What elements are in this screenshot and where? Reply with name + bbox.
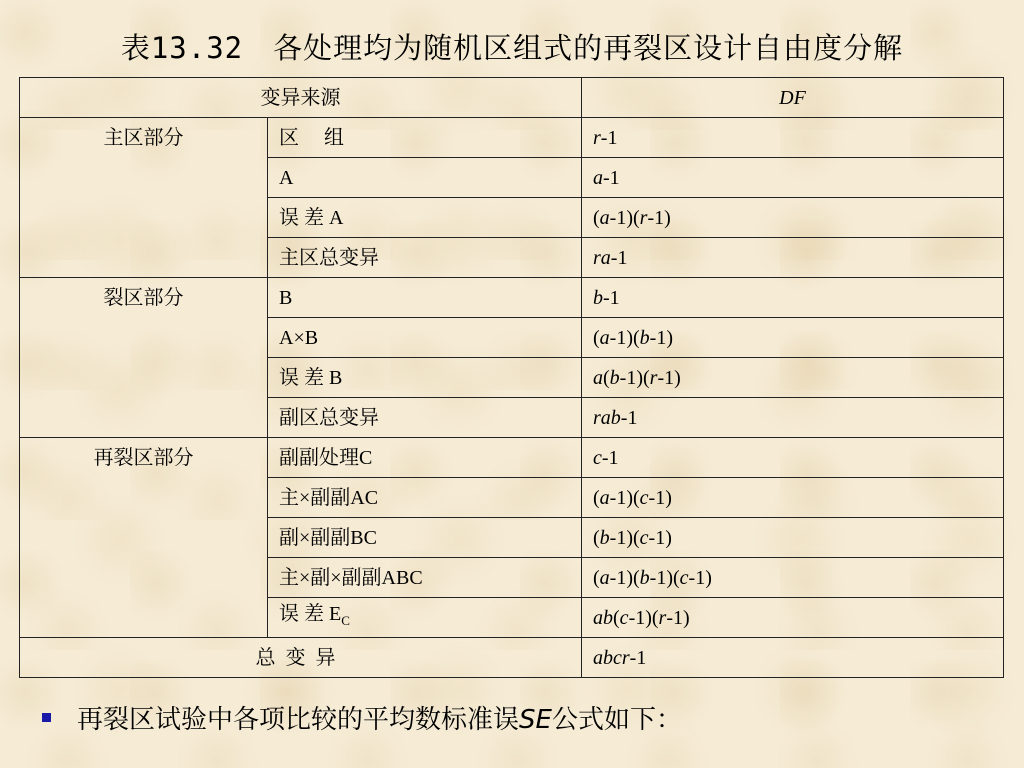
- table-row: [20, 398, 1004, 438]
- note-text-before: 再裂区试验中各项比较的平均数标准误: [77, 705, 520, 735]
- source-label: 误 差 E: [279, 603, 342, 625]
- note-text-se: SE: [519, 705, 552, 735]
- table-row: [20, 558, 1004, 598]
- df-variable: r: [658, 606, 667, 629]
- df-cell: (a-1)(c-1): [582, 478, 1004, 518]
- df-cell: ra-1: [582, 238, 1004, 278]
- df-cell: ab(c-1)(r-1): [582, 598, 1004, 638]
- section-cell: [20, 198, 268, 238]
- df-variable: b: [639, 326, 650, 349]
- table-row: [20, 518, 1004, 558]
- source-cell: 副副处理C: [268, 438, 582, 478]
- df-variable: r: [649, 366, 658, 389]
- df-cell: a(b-1)(r-1): [582, 358, 1004, 398]
- source-cell: 主×副×副副ABC: [268, 558, 582, 598]
- bullet-note: [42, 702, 682, 738]
- table-row: [20, 598, 1004, 638]
- total-df-cell: abcr-1: [582, 638, 1004, 678]
- section-cell: [20, 398, 268, 438]
- table-row: [20, 118, 1004, 158]
- df-variable: r: [593, 126, 601, 149]
- df-variable: a: [599, 566, 610, 589]
- table-row: [20, 318, 1004, 358]
- source-cell: 副×副副BC: [268, 518, 582, 558]
- df-variable: c: [639, 526, 649, 549]
- df-variable: ab: [593, 606, 613, 629]
- source-cell: 主区总变异: [268, 238, 582, 278]
- df-cell: (b-1)(c-1): [582, 518, 1004, 558]
- header-df: DF: [582, 78, 1004, 118]
- df-variable: ra: [593, 246, 611, 269]
- df-variable: b: [599, 526, 610, 549]
- df-variable: c: [639, 486, 649, 509]
- section-cell: [20, 518, 268, 558]
- df-variable: c: [679, 566, 689, 589]
- section-cell: [20, 478, 268, 518]
- source-cell: 误 差 A: [268, 198, 582, 238]
- df-cell: r-1: [582, 118, 1004, 158]
- df-variable: a: [599, 326, 610, 349]
- source-cell: 区 组: [268, 118, 582, 158]
- table-row: [20, 238, 1004, 278]
- df-variable: b: [609, 366, 620, 389]
- source-cell: 副区总变异: [268, 398, 582, 438]
- section-cell: [20, 358, 268, 398]
- table-total-row: [20, 638, 1004, 678]
- df-variable: r: [639, 206, 648, 229]
- source-cell: B: [268, 278, 582, 318]
- table-title: 表13.32 各处理均为随机区组式的再裂区设计自由度分解: [120, 31, 904, 65]
- df-variable: b: [593, 286, 603, 309]
- df-variable: a: [599, 486, 610, 509]
- source-cell: 主×副副AC: [268, 478, 582, 518]
- note-text: [77, 705, 682, 735]
- section-cell: 主区部分: [20, 118, 268, 158]
- source-subscript: C: [341, 613, 350, 628]
- table-row: [20, 478, 1004, 518]
- section-cell: [20, 238, 268, 278]
- table-row: [20, 198, 1004, 238]
- df-cell: c-1: [582, 438, 1004, 478]
- table-row: [20, 438, 1004, 478]
- table-row: [20, 278, 1004, 318]
- section-cell: [20, 598, 268, 638]
- df-variable: c: [619, 606, 629, 629]
- table-row: [20, 358, 1004, 398]
- df-cell: rab-1: [582, 398, 1004, 438]
- source-cell: 误 差 B: [268, 358, 582, 398]
- source-cell: A×B: [268, 318, 582, 358]
- df-decomposition-table: [19, 77, 1004, 678]
- df-cell: b-1: [582, 278, 1004, 318]
- df-variable: a: [593, 166, 603, 189]
- df-variable: a: [599, 206, 610, 229]
- note-text-after: 公式如下：: [551, 705, 682, 735]
- df-variable: b: [639, 566, 650, 589]
- total-label: 总变异: [20, 638, 582, 678]
- df-cell: (a-1)(b-1): [582, 318, 1004, 358]
- df-variable: a: [593, 366, 603, 389]
- df-cell: (a-1)(b-1)(c-1): [582, 558, 1004, 598]
- section-cell: 裂区部分: [20, 278, 268, 318]
- section-cell: [20, 158, 268, 198]
- section-cell: 再裂区部分: [20, 438, 268, 478]
- section-cell: [20, 558, 268, 598]
- df-cell: a-1: [582, 158, 1004, 198]
- source-cell: [268, 598, 582, 638]
- df-variable: c: [593, 446, 602, 469]
- header-source: 变异来源: [20, 78, 582, 118]
- df-variable: rab: [593, 406, 621, 429]
- source-cell: A: [268, 158, 582, 198]
- section-cell: [20, 318, 268, 358]
- table-header-row: [20, 78, 1004, 118]
- bullet-icon: [42, 713, 51, 722]
- df-cell: (a-1)(r-1): [582, 198, 1004, 238]
- table-row: [20, 158, 1004, 198]
- df-variable: abcr: [593, 646, 630, 669]
